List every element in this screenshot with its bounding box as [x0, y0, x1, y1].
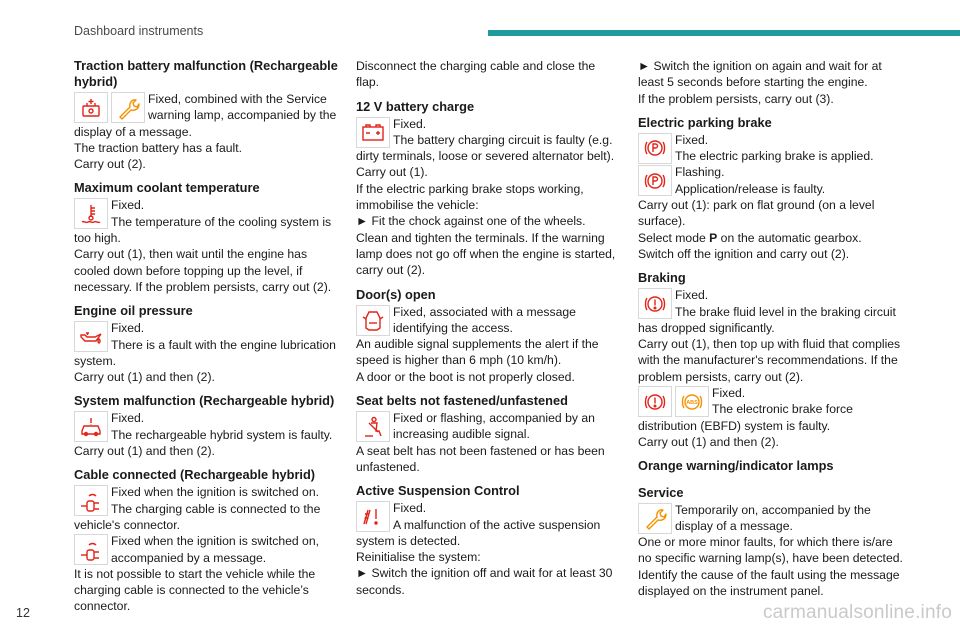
braking-text-1: The brake fluid level in the braking circuit has dropped significantly. [638, 304, 896, 335]
entry-12v-battery [356, 116, 620, 132]
entry-seat-belts [356, 410, 620, 443]
suspension-action: If the problem persists, carry out (3). [638, 91, 834, 106]
entry-braking-2 [638, 385, 906, 406]
braking-text-2: The electronic brake force distribution (EBFD) system is faulty. [638, 402, 853, 433]
parking-mode-instruction [638, 230, 906, 246]
heading-oil-pressure: Engine oil pressure [74, 303, 193, 319]
parking-action-2: Switch off the ignition and carry out (2). [638, 246, 850, 261]
parking-desc-2: Flashing. [675, 165, 725, 180]
braking-desc-2: Fixed. [712, 386, 746, 401]
traction-battery-action: Carry out (2). [74, 157, 146, 172]
service-desc: Temporarily on, accompanied by the display of a message. [675, 502, 871, 533]
battery12v-step: ► Fit the chock against one of the wheels. [356, 214, 586, 229]
entry-traction-battery [74, 91, 342, 140]
entry-doors-open [356, 304, 620, 337]
heading-active-suspension: Active Suspension Control [356, 483, 520, 499]
cable-text-1: The charging cable is connected to the vehicle's connector. [74, 501, 321, 532]
traction-battery-desc: Fixed, combined with the Service warning lamp, accompanied by the display of a message. [74, 92, 337, 139]
hybrid-system-fault-icon [74, 411, 108, 442]
heading-coolant: Maximum coolant temperature [74, 180, 260, 196]
system-text: The rechargeable hybrid system is faulty. [111, 427, 333, 442]
entry-parking-brake-2 [638, 164, 906, 180]
parking-mode-post: on the automatic gearbox. [717, 230, 862, 245]
heading-traction-battery: Traction battery malfunction (Rechargeable hybrid) [74, 58, 338, 89]
doors-cause: A door or the boot is not properly closed. [356, 369, 575, 384]
suspension-step-2: ► Switch the ignition on again and wait for at least 5 seconds before starting the engine. [638, 59, 882, 90]
braking-desc-1: Fixed. [675, 288, 709, 303]
watermark: carmanualsonline.info [762, 602, 952, 623]
seatbelt-text: A seat belt has not been fastened or has been unfastened. [356, 443, 605, 474]
header-accent-bar [488, 30, 960, 36]
parking-mode-pre: Select mode [638, 230, 710, 245]
oil-pressure-icon [74, 321, 108, 352]
seatbelt-desc: Fixed or flashing, accompanied by an increasing audible signal. [393, 411, 595, 442]
parking-brake-icon [638, 165, 672, 196]
cable-desc-2: Fixed when the ignition is switched on, accompanied by a message. [111, 534, 319, 565]
parking-desc-1: Fixed. [675, 132, 709, 147]
traction-battery-icon [74, 92, 108, 123]
suspension-fault-icon [356, 501, 390, 532]
entry-oil-pressure [74, 320, 342, 336]
page-number: 12 [16, 606, 30, 620]
parking-text-1: The electric parking brake is applied. [675, 149, 874, 164]
parking-brake-icon [638, 133, 672, 164]
parking-text-2: Application/release is faulty. [675, 181, 826, 196]
door-open-icon [356, 305, 390, 336]
heading-braking: Braking [638, 270, 686, 286]
service-wrench-icon [638, 503, 672, 534]
entry-parking-brake-1 [638, 132, 906, 148]
battery12v-action: Carry out (1). [356, 165, 428, 180]
entry-cable-connected-2 [74, 533, 342, 566]
cable-desc-1: Fixed when the ignition is switched on. [111, 485, 319, 500]
heading-service: Service [638, 484, 684, 500]
suspension-reset: Reinitialise the system: [356, 550, 481, 565]
system-action: Carry out (1) and then (2). [74, 444, 215, 459]
heading-cable-connected: Cable connected (Rechargeable hybrid) [74, 467, 316, 483]
svg-text:ABS: ABS [686, 399, 698, 406]
seat-belt-icon [356, 411, 390, 442]
service-action: Identify the cause of the fault using the message displayed on the instrument panel. [638, 567, 900, 599]
parking-mode-key: P [709, 230, 718, 245]
heading-12v-battery: 12 V battery charge [356, 98, 475, 114]
heading-parking-brake: Electric parking brake [638, 114, 772, 130]
heading-doors-open: Door(s) open [356, 286, 436, 302]
service-wrench-icon [111, 92, 145, 123]
service-text: One or more minor faults, for which there is/are no specific warning lamp(s), have been detected. [638, 535, 903, 566]
entry-system-malfunction [74, 410, 342, 426]
battery12v-note: If the electric parking brake stops working, immobilise the vehicle: [356, 181, 584, 213]
heading-system-malfunction: System malfunction (Rechargeable hybrid) [74, 393, 335, 409]
entry-braking-1 [638, 287, 906, 303]
coolant-temperature-icon [74, 198, 108, 229]
running-header: Dashboard instruments [74, 24, 204, 38]
parking-action-1: Carry out (1): park on flat ground (on a level surface). [638, 198, 875, 229]
oil-desc: Fixed. [111, 321, 145, 336]
braking-action-1: Carry out (1), then top up with fluid that complies with the manufacturer's recommendations. If the problem persists, carry out (2). [638, 337, 901, 384]
oil-action: Carry out (1) and then (2). [74, 370, 215, 385]
braking-action-2: Carry out (1) and then (2). [638, 434, 779, 449]
entry-service [638, 502, 906, 535]
battery12v-followup: Clean and tighten the terminals. If the warning lamp does not go off when the engine is started, carry out (2). [356, 230, 616, 278]
entry-coolant [74, 197, 342, 213]
cable-text-2: It is not possible to start the vehicle while the charging cable is connected to the vehicle’s connector. [74, 566, 316, 614]
brake-warning-icon [638, 386, 672, 417]
battery12v-text: The battery charging circuit is faulty (e.g. dirty terminals, loose or severed alternator belt). [356, 132, 615, 164]
charging-cable-icon [74, 534, 108, 565]
entry-cable-connected-1 [74, 484, 342, 500]
battery12v-desc: Fixed. [393, 116, 427, 131]
oil-text: There is a fault with the engine lubrication system. [74, 337, 336, 368]
coolant-action: Carry out (1), then wait until the engine has cooled down before topping up the level, if necessary. If the problem persists, carry out (2). [74, 247, 332, 294]
entry-active-suspension [356, 500, 620, 516]
column-1 [74, 58, 342, 615]
doors-text: An audible signal supplements the alert if the speed is higher than 6 mph (10 km/h). [356, 337, 599, 368]
suspension-text: A malfunction of the active suspension system is detected. [356, 517, 601, 548]
column-3 [638, 58, 906, 599]
traction-battery-text: The traction battery has a fault. [74, 140, 243, 155]
column-2 [356, 58, 620, 598]
coolant-desc: Fixed. [111, 198, 145, 213]
cable-action: Disconnect the charging cable and close the flap. [356, 59, 596, 90]
abs-icon [675, 386, 709, 417]
brake-warning-icon [638, 288, 672, 319]
battery-icon [356, 117, 390, 148]
coolant-text: The temperature of the cooling system is too high. [74, 214, 332, 246]
heading-seat-belts: Seat belts not fastened/unfastened [356, 393, 568, 409]
suspension-step-1: ► Switch the ignition off and wait for at least 30 seconds. [356, 566, 613, 597]
heading-orange-lamps: Orange warning/indicator lamps [638, 458, 834, 474]
suspension-desc: Fixed. [393, 501, 427, 516]
charging-cable-icon [74, 485, 108, 516]
system-desc: Fixed. [111, 411, 145, 426]
doors-desc: Fixed, associated with a message identifying the access. [393, 304, 576, 335]
